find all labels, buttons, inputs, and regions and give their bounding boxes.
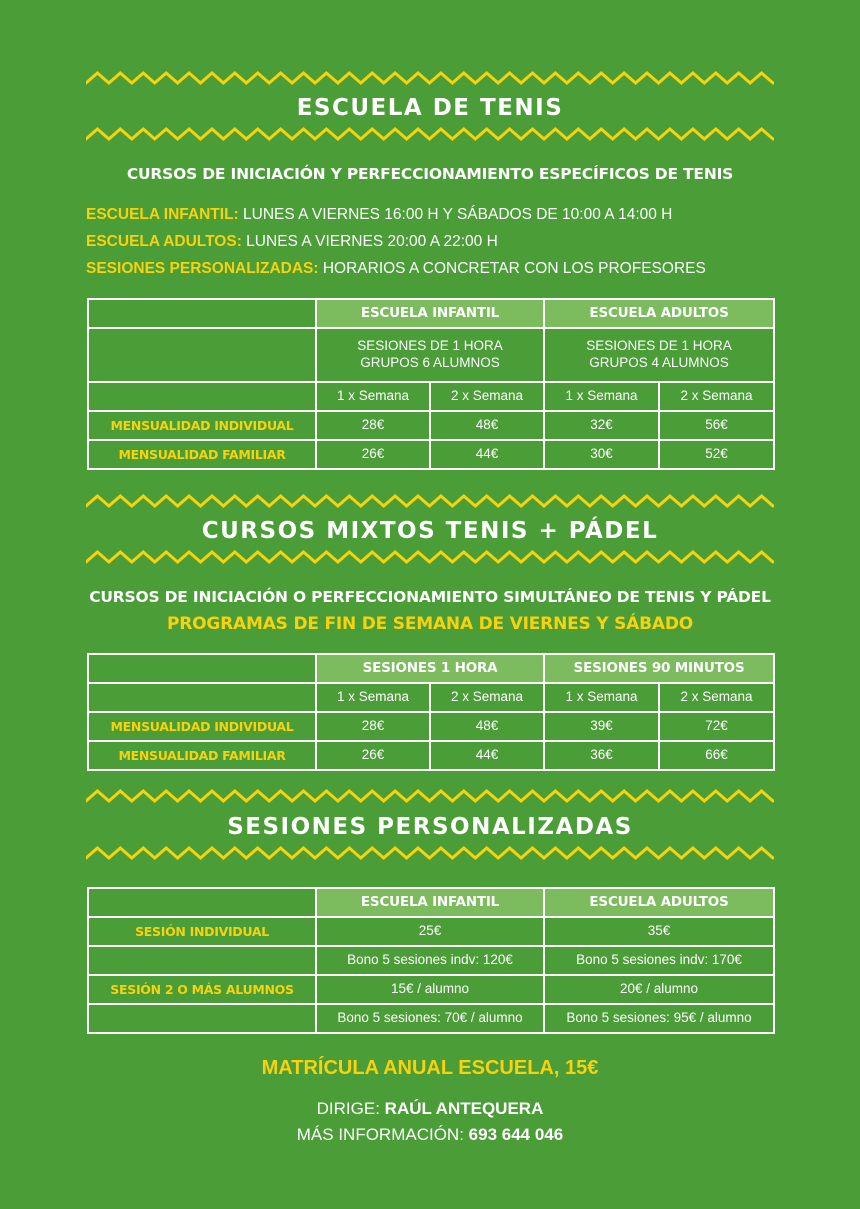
bono-cell: Bono 5 sesiones indv: 120€ xyxy=(316,946,544,975)
price-cell: 56€ xyxy=(659,411,774,440)
section-subtitle: CURSOS DE INICIACIÓN Y PERFECCIONAMIENTO ESPECÍFICOS DE TENIS xyxy=(126,165,734,183)
empty-cell xyxy=(88,683,316,712)
price-table-escuela-tenis xyxy=(87,298,775,470)
price-cell: 32€ xyxy=(544,411,659,440)
section-title-escuela-tenis: ESCUELA DE TENIS xyxy=(296,95,564,121)
table-row xyxy=(88,917,774,946)
column-header: ESCUELA INFANTIL xyxy=(316,299,544,328)
price-cell: 28€ xyxy=(316,712,430,741)
description-line: SESIONES DE 1 HORA xyxy=(586,338,732,354)
empty-cell xyxy=(88,382,316,411)
table-row xyxy=(88,712,774,741)
zigzag-divider xyxy=(86,845,774,861)
price-table-cursos-mixtos xyxy=(87,653,775,771)
price-cell: 44€ xyxy=(430,440,544,469)
schedule-label: ESCUELA INFANTIL: xyxy=(86,206,239,223)
price-cell: 39€ xyxy=(544,712,659,741)
schedule-label: SESIONES PERSONALIZADAS: xyxy=(86,260,319,277)
director-label: DIRIGE: xyxy=(316,1099,385,1118)
bono-cell: Bono 5 sesiones: 95€ / alumno xyxy=(544,1004,774,1033)
zigzag-divider xyxy=(86,493,774,509)
frequency-cell: 1 x Semana xyxy=(316,382,430,411)
schedule-line xyxy=(86,260,706,278)
schedule-label: ESCUELA ADULTOS: xyxy=(86,233,242,250)
bono-cell: Bono 5 sesiones: 70€ / alumno xyxy=(316,1004,544,1033)
info-label: MÁS INFORMACIÓN: xyxy=(296,1125,469,1144)
table-row xyxy=(88,1004,774,1033)
empty-cell xyxy=(88,654,316,683)
director-name: RAÚL ANTEQUERA xyxy=(384,1099,544,1118)
price-cell: 26€ xyxy=(316,440,430,469)
section-subtitle: CURSOS DE INICIACIÓN O PERFECCIONAMIENTO SIMULTÁNEO DE TENIS Y PÁDEL xyxy=(89,588,771,606)
frequency-cell: 1 x Semana xyxy=(544,683,659,712)
column-header: ESCUELA ADULTOS xyxy=(544,299,774,328)
schedule-line xyxy=(86,206,672,224)
row-label: SESIÓN 2 O MÁS ALUMNOS xyxy=(88,975,316,1004)
price-cell: 28€ xyxy=(316,411,430,440)
schedule-line xyxy=(86,233,498,251)
price-cell: 72€ xyxy=(659,712,774,741)
column-header: SESIONES 1 HORA xyxy=(316,654,544,683)
price-cell: 15€ / alumno xyxy=(316,975,544,1004)
description-line: SESIONES DE 1 HORA xyxy=(357,338,503,354)
director-line xyxy=(0,1099,860,1119)
price-cell: 48€ xyxy=(430,411,544,440)
price-cell: 48€ xyxy=(430,712,544,741)
info-line xyxy=(0,1125,860,1145)
schedule-text: LUNES A VIERNES 20:00 A 22:00 H xyxy=(241,233,498,250)
price-cell: 52€ xyxy=(659,440,774,469)
row-label: MENSUALIDAD INDIVIDUAL xyxy=(88,411,316,440)
price-cell: 36€ xyxy=(544,741,659,770)
description-line: GRUPOS 4 ALUMNOS xyxy=(589,355,729,370)
zigzag-divider xyxy=(86,788,774,804)
row-label xyxy=(88,1004,316,1033)
section-title-sesiones-personalizadas: SESIONES PERSONALIZADAS xyxy=(227,814,633,840)
row-label: MENSUALIDAD INDIVIDUAL xyxy=(88,712,316,741)
frequency-cell: 2 x Semana xyxy=(659,382,774,411)
table-row xyxy=(88,946,774,975)
zigzag-divider xyxy=(86,549,774,565)
price-cell: 44€ xyxy=(430,741,544,770)
row-label: MENSUALIDAD FAMILIAR xyxy=(88,440,316,469)
zigzag-divider xyxy=(86,70,774,86)
column-header: SESIONES 90 MINUTOS xyxy=(544,654,774,683)
frequency-cell: 2 x Semana xyxy=(430,683,544,712)
table-row xyxy=(88,741,774,770)
bono-cell: Bono 5 sesiones indv: 170€ xyxy=(544,946,774,975)
row-label: MENSUALIDAD FAMILIAR xyxy=(88,741,316,770)
table-row xyxy=(88,975,774,1004)
section-subtitle-programs: PROGRAMAS DE FIN DE SEMANA DE VIERNES Y SÁBADO xyxy=(167,614,693,634)
price-cell: 66€ xyxy=(659,741,774,770)
group-description xyxy=(544,328,774,382)
row-label xyxy=(88,946,316,975)
frequency-cell: 1 x Semana xyxy=(316,683,430,712)
price-cell: 26€ xyxy=(316,741,430,770)
table-row xyxy=(88,411,774,440)
empty-cell xyxy=(88,328,316,382)
frequency-cell: 2 x Semana xyxy=(430,382,544,411)
zigzag-divider xyxy=(86,126,774,142)
column-header: ESCUELA INFANTIL xyxy=(316,888,544,917)
schedule-text: LUNES A VIERNES 16:00 H Y SÁBADOS DE 10:00 A 14:00 H xyxy=(238,206,673,223)
price-cell: 20€ / alumno xyxy=(544,975,774,1004)
price-table-sesiones-personalizadas xyxy=(87,887,775,1034)
frequency-cell: 2 x Semana xyxy=(659,683,774,712)
phone-number[interactable]: 693 644 046 xyxy=(468,1125,564,1144)
matricula-anual: MATRÍCULA ANUAL ESCUELA, 15€ xyxy=(261,1057,599,1079)
price-cell: 35€ xyxy=(544,917,774,946)
empty-cell xyxy=(88,888,316,917)
column-header: ESCUELA ADULTOS xyxy=(544,888,774,917)
group-description xyxy=(316,328,544,382)
price-cell: 25€ xyxy=(316,917,544,946)
description-line: GRUPOS 6 ALUMNOS xyxy=(360,355,500,370)
price-cell: 30€ xyxy=(544,440,659,469)
schedule-text: HORARIOS A CONCRETAR CON LOS PROFESORES xyxy=(318,260,706,277)
table-row xyxy=(88,440,774,469)
frequency-cell: 1 x Semana xyxy=(544,382,659,411)
empty-cell xyxy=(88,299,316,328)
row-label: SESIÓN INDIVIDUAL xyxy=(88,917,316,946)
section-title-cursos-mixtos: CURSOS MIXTOS TENIS + PÁDEL xyxy=(201,518,659,544)
